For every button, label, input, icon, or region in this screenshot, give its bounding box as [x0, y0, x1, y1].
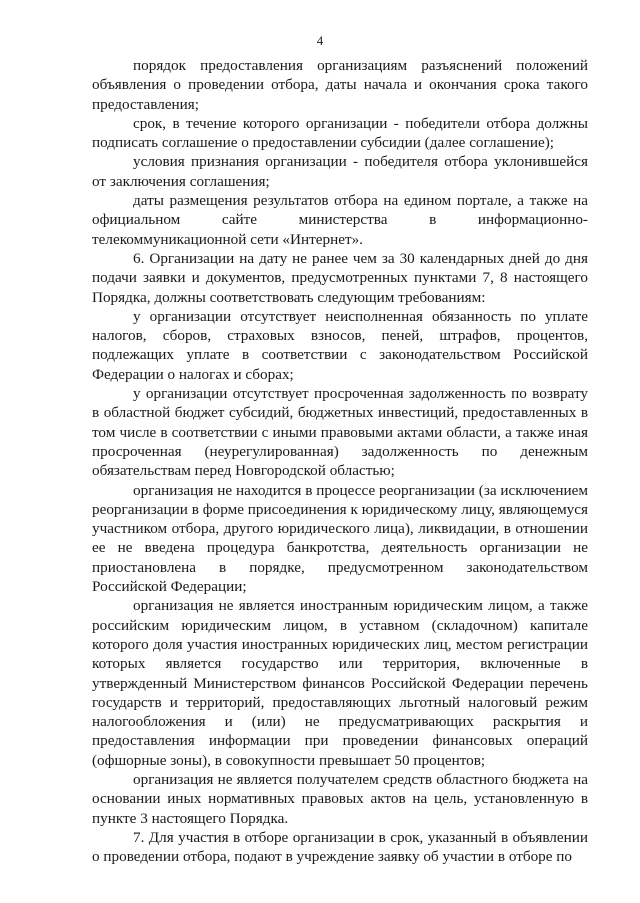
- paragraph-no-reorganization: организация не находится в процессе реорганизации (за исключением реорганизации в форме присоединения к юридическому лицу, являющемуся участником отбора, другого юридического лица), ликвидации, в отношении ее не введена процедура банкротства, деятельность организации не приостановлена в порядке, предусмотренном законодательством Российской Федерации;: [92, 481, 588, 596]
- paragraph-evasion-conditions: условия признания организации - победителя отбора уклонившейся от заключения соглашения;: [92, 153, 588, 190]
- page-number: 4: [316, 33, 324, 48]
- paragraph-results-publication: даты размещения результатов отбора на едином портале, а также на официальном сайте министерства в информационно-телекоммуникационной сети «Интернет».: [92, 192, 588, 248]
- document-body: [92, 56, 588, 866]
- paragraph-announcement-clarifications: порядок предоставления организациям разъяснений положений объявления о проведении отбора, даты начала и окончания срока такого предоставления;: [92, 57, 588, 113]
- paragraph-clause-7: 7. Для участия в отборе организации в срок, указанный в объявлении о проведении отбора, подают в учреждение заявку об участии в отборе по: [92, 828, 588, 866]
- paragraph-clause-6: 6. Организации на дату не ранее чем за 30 календарных дней до дня подачи заявки и документов, предусмотренных пунктами 7, 8 настоящего Порядка, должны соответствовать следующим требованиям:: [92, 249, 588, 306]
- paragraph-no-overdue-debt: у организации отсутствует просроченная задолженность по возврату в областной бюджет субсидий, бюджетных инвестиций, предоставленных в том числе в соответствии с иными правовыми актами области, а также иная просроченная (неурегулированная) задолженность по денежным обязательствам перед Новгородской областью;: [92, 385, 588, 480]
- paragraph-not-foreign-entity: организация не является иностранным юридическим лицом, а также российским юридическим лицом, в уставном (складочном) капитале которого доля участия иностранных юридических лиц, местом регистрации которых является государство или территория, включенные в утвержденный Министерством финансов Российской Федерации перечень государств и территорий, предоставляющих льготный налоговый режим налогообложения и (или) не предусматривающих раскрытия и предоставления информации при проведении финансовых операций (офшорные зоны), в совокупности превышает 50 процентов;: [92, 597, 588, 769]
- paragraph-not-budget-recipient: организация не является получателем средств областного бюджета на основании иных нормативных правовых актов на цель, установленную в пункте 3 настоящего Порядка.: [92, 770, 588, 827]
- paragraph-agreement-deadline: срок, в течение которого организации - победители отбора должны подписать соглашение о предоставлении субсидии (далее соглашение);: [92, 114, 588, 152]
- paragraph-no-tax-debt: у организации отсутствует неисполненная обязанность по уплате налогов, сборов, страховых взносов, пеней, штрафов, процентов, подлежащих уплате в соответствии с законодательством Российской Федерации о налогах и сборах;: [92, 307, 588, 383]
